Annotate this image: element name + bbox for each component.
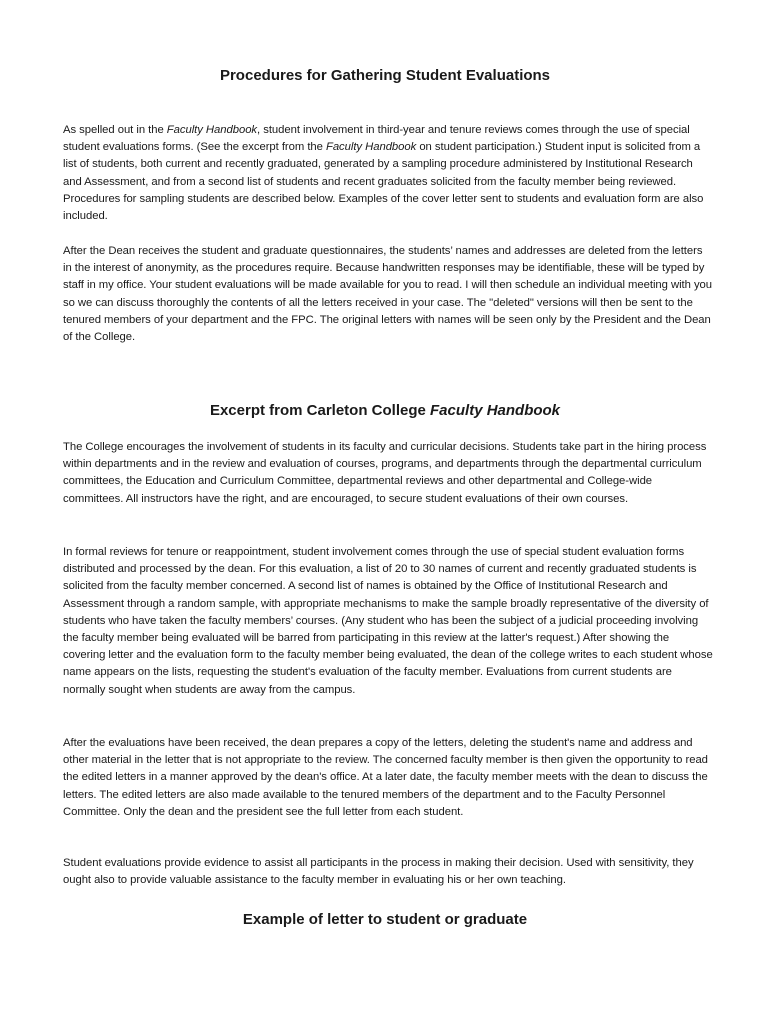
intro-paragraph: As spelled out in the Faculty Handbook, student involvement in third-year and tenure reviews comes through the use of special student evaluations forms. (See the excerpt from the Faculty Handbook on student participation.) Student input is solicited from a list of students, both current and recently graduated, generated by a sampling procedure administered by Institutional Research and Assessment, and from a second list of students and recent graduates solicited from the faculty member being reviewed. Procedures for sampling students are described below. Examples of the cover letter sent to students and evaluation form are also included. [63,124,704,223]
encourages-paragraph: The College encourages the involvement of students in its faculty and curricular decisions. Students take part in the hiring process within departments and in the review and evaluation of courses, programs, and departments through the departmental curriculum committees, the Education and Curriculum Committee, departmental reviews and other departmental and College-wide committees. All instructors have the right, and are encouraged, to secure student evaluations of their own courses. [63,441,707,505]
after-received-paragraph: After the evaluations have been received, the dean prepares a copy of the letters, deleting the student's name and address and other material in the letter that is not appropriate to the review. The concerned faculty member is then given the opportunity to read the edited letters in a manner approved by the dean's office. At a later date, the faculty member meets with the dean to discuss the letters. The edited letters are also made available to the tenured members of the department and to the Faculty Personnel Committee. Only the dean and the president see the full letter from each student. [63,737,708,818]
example-letter-heading: Example of letter to student or graduate [242,911,528,928]
excerpt-heading: Excerpt from Carleton College Faculty Handbook [209,402,561,419]
evidence-paragraph: Student evaluations provide evidence to assist all participants in the process in making their decision. Used with sensitivity, they ought also to provide valuable assistance to the faculty member in evaluating his or her own teaching. [63,857,694,887]
formal-reviews-paragraph: In formal reviews for tenure or reappointment, student involvement comes through the use of special student evaluation forms distributed and processed by the dean. For this evaluation, a list of 20 to 30 names of current and recently graduated students is solicited from the faculty member concerned. A second list of names is obtained by the Office of Institutional Research and Assessment through a random sample, with appropriate mechanisms to make the sample broadly representative of the diversity of students who have taken the faculty members’ courses. (Any student who has been the subject of a judicial proceeding involving the faculty member being evaluated will be barred from participating in this review at the latter's request.) After showing the covering letter and the evaluation form to the faculty member being evaluated, the dean of the college writes to each student whose name appears on the lists, requesting the student's evaluation of the faculty member. Evaluations from current students are normally sought when students are away from the campus. [63,546,713,696]
dean-paragraph: After the Dean receives the student and graduate questionnaires, the students’ names and addresses are deleted from the letters in the interest of anonymity, as the procedures require. Because handwritten responses may be identifiable, these will be typed by staff in my office. Your student evaluations will be made available for you to read. I will then schedule an individual meeting with you so we can discuss thoroughly the contents of all the letters received in your case. The "deleted" versions will then be sent to the tenured members of your department and the FPC. The original letters with names will be seen only by the President and the Dean of the College. [63,245,713,344]
procedures-heading: Procedures for Gathering Student Evaluations [219,67,551,84]
